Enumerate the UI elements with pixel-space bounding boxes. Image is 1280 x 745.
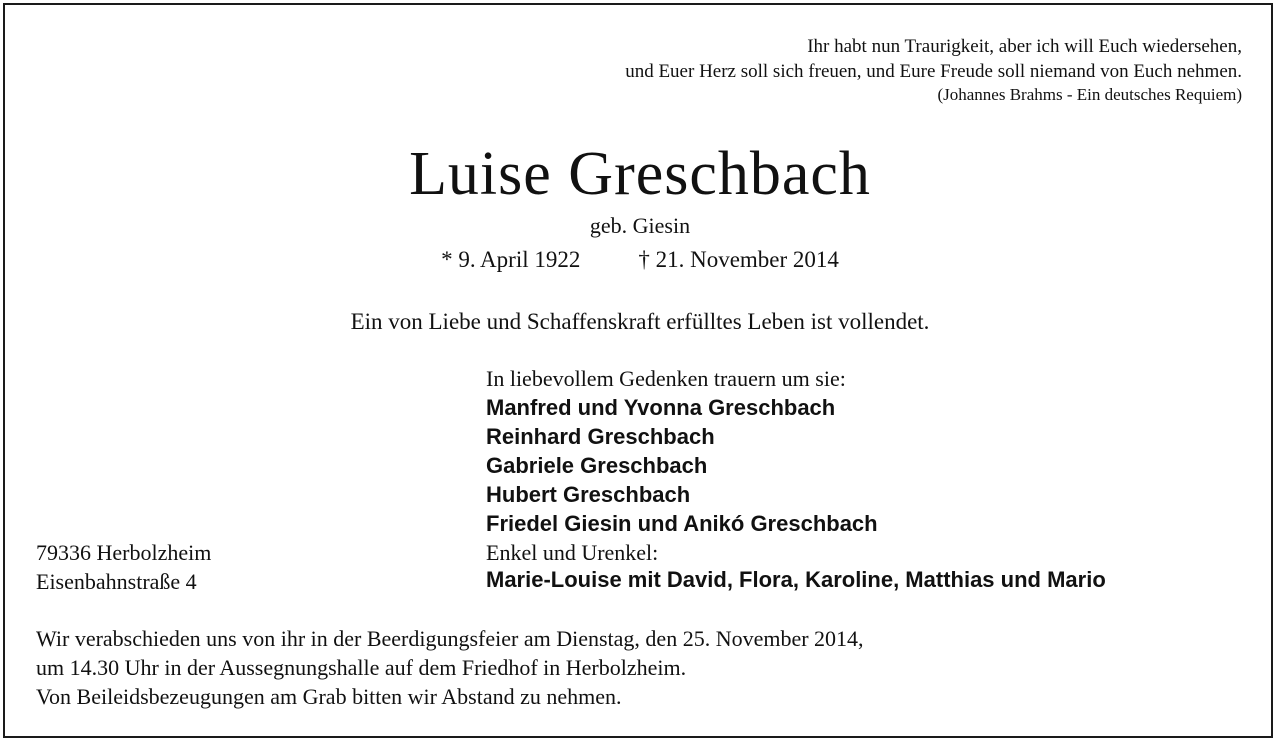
memorial-quote bbox=[625, 34, 1242, 106]
deceased-name: Luise Greschbach bbox=[409, 140, 871, 208]
mourner-name: Gabriele Greschbach bbox=[486, 453, 708, 478]
mourning-address bbox=[36, 538, 211, 596]
grandchildren-label: Enkel und Urenkel: bbox=[486, 540, 659, 565]
birth-name: geb. Giesin bbox=[589, 213, 691, 238]
tagline: Ein von Liebe und Schaffenskraft erfülltes Leben ist vollendet. bbox=[350, 309, 930, 334]
mourners-list bbox=[486, 393, 878, 538]
mourner-name: Reinhard Greschbach bbox=[486, 424, 715, 449]
funeral-line-3: Von Beileidsbezeugungen am Grab bitten wir Abstand zu nehmen. bbox=[36, 684, 622, 709]
quote-line-2: und Euer Herz soll sich freuen, und Eure Freude soll niemand von Euch nehmen. bbox=[625, 61, 1242, 82]
mourners-intro: In liebevollem Gedenken trauern um sie: bbox=[486, 366, 846, 391]
address-street: Eisenbahnstraße 4 bbox=[36, 569, 197, 594]
funeral-line-2: um 14.30 Uhr in der Aussegnungshalle auf dem Friedhof in Herbolzheim. bbox=[36, 655, 687, 680]
quote-source: (Johannes Brahms - Ein deutsches Requiem) bbox=[937, 85, 1242, 104]
mourner-name: Friedel Giesin und Anikó Greschbach bbox=[486, 511, 878, 536]
mourner-name: Hubert Greschbach bbox=[486, 482, 691, 507]
birth-date: * 9. April 1922 bbox=[441, 247, 581, 272]
funeral-details bbox=[36, 624, 864, 711]
address-city: 79336 Herbolzheim bbox=[36, 540, 212, 565]
life-dates bbox=[0, 245, 1280, 275]
grandchildren-names: Marie-Louise mit David, Flora, Karoline, Matthias und Mario bbox=[486, 567, 1106, 592]
quote-line-1: Ihr habt nun Traurigkeit, aber ich will Euch wiedersehen, bbox=[807, 36, 1242, 57]
mourner-name: Manfred und Yvonna Greschbach bbox=[486, 395, 836, 420]
death-date: † 21. November 2014 bbox=[638, 247, 839, 272]
funeral-line-1: Wir verabschieden uns von ihr in der Beerdigungsfeier am Dienstag, den 25. November 2014, bbox=[36, 626, 864, 651]
